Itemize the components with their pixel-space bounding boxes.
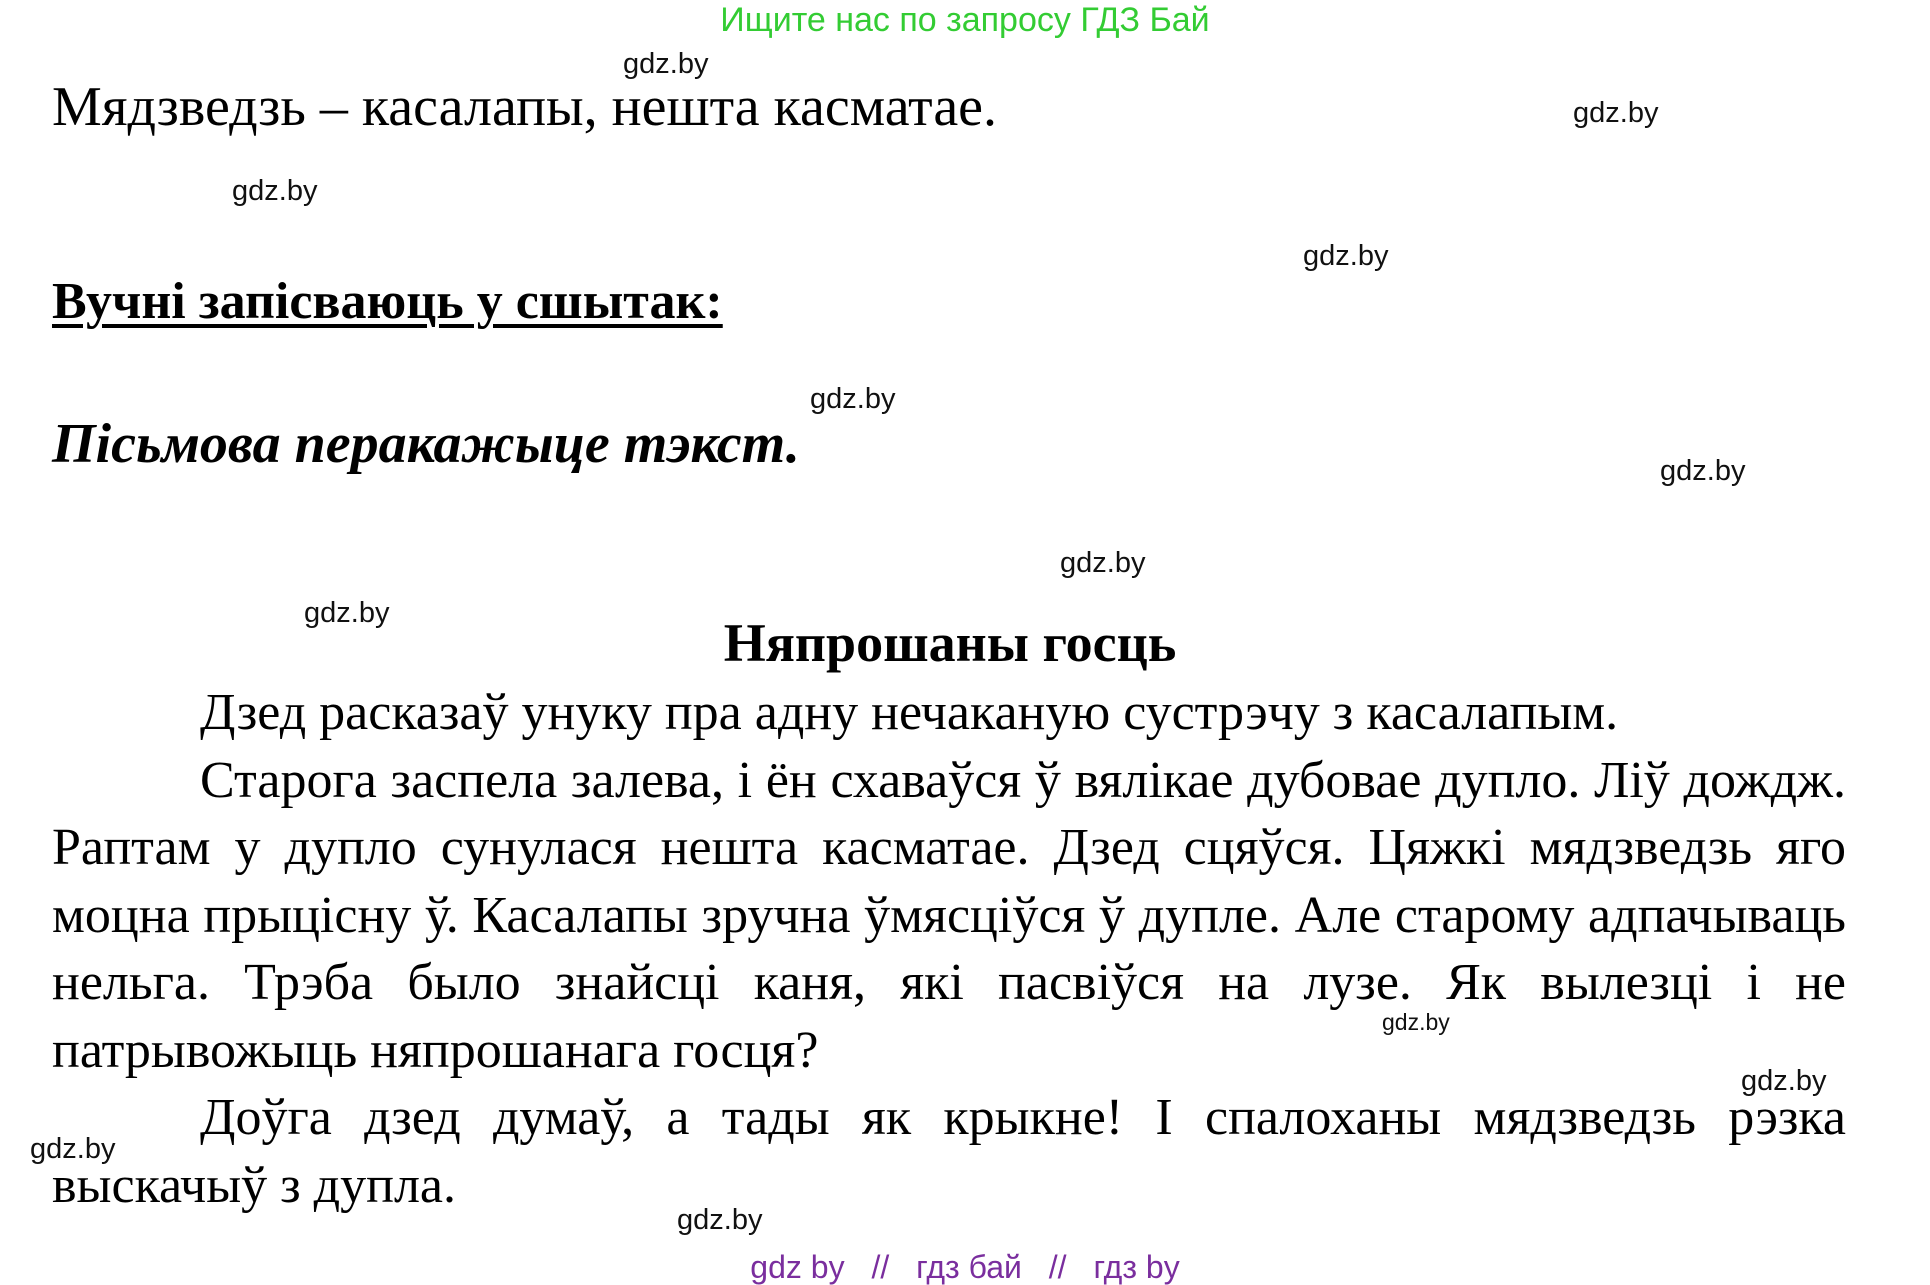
watermark: gdz.by [810,383,896,415]
footer-links [0,1250,1930,1284]
story-paragraph: Доўга дзед думаў, а тады як крыкне! І спалоханы мядзведзь рэзка выскачыў з дупла. [52,1089,1846,1214]
footer-link-gdz-bai[interactable]: гдз бай [916,1249,1022,1285]
watermark: gdz.by [1573,97,1659,129]
intro-line: Мядзведзь – касалапы, нешта касматае. [52,76,998,138]
footer-link-gdz-by-cyr[interactable]: гдз by [1093,1249,1180,1285]
watermark: gdz.by [1382,1009,1450,1035]
story-paragraph: Дзед расказаў унуку пра адну нечаканую сустрэчу з касалапым. [200,684,1619,741]
watermark: gdz.by [30,1133,116,1165]
watermark: gdz.by [677,1204,763,1236]
story-body [52,679,1846,1219]
watermark: gdz.by [304,597,390,629]
footer-separator: // [1048,1249,1067,1285]
watermark: gdz.by [1303,240,1389,272]
task-text: Пісьмова перакажыце тэкст. [52,413,800,475]
top-banner: Ищите нас по запросу ГДЗ Бай [720,1,1210,39]
story-paragraph: Старога заспела залева, і ён схаваўся ў вялікае дубовае дупло. Ліў дождж. Раптам у дупло сунулася нешта касматае. Дзед сцяўся. Цяжкі мядзведзь яго моцна прыцісну ў. Касалапы зручна ўмясціўся ў дупле. Але старому адпачываць нельга. Трэба было знайсці каня, які пасвіўся на лузе. Як вылезці і не патрывожыць няпрошанага госця? [52,751,1846,1079]
instruction-heading: Вучні запісваюць у сшытак: [52,273,723,330]
footer-separator: // [871,1249,890,1285]
footer-link-gdz-by[interactable]: gdz by [750,1249,845,1285]
watermark: gdz.by [1060,547,1146,579]
story-title: Няпрошаны госць [723,613,1177,673]
watermark: gdz.by [623,48,709,80]
watermark: gdz.by [1741,1065,1827,1097]
watermark: gdz.by [232,175,318,207]
watermark: gdz.by [1660,455,1746,487]
